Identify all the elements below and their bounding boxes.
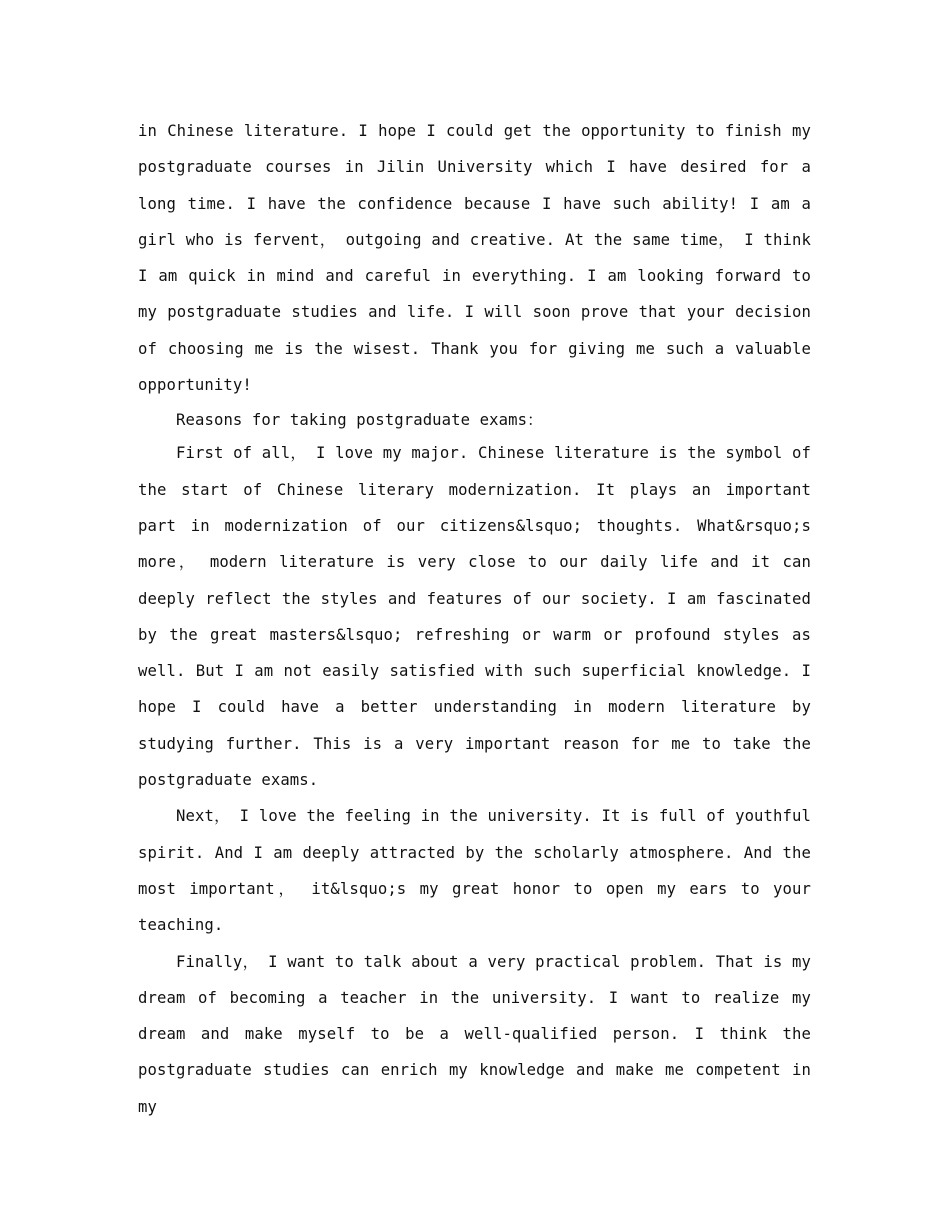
paragraph-intro: in Chinese literature. I hope I could get the opportunity to finish my postgraduate courses in Jilin University which I have desired for a long time. I have the confidence because I have such ability! I am a girl who is fervent， outgoing and creative. At the same time， I think I am quick in mind and careful in everything. I am looking forward to my postgraduate studies and life. I will soon prove that your decision of choosing me is the wisest. Thank you for giving me such a valuable opportunity!: [138, 122, 811, 395]
paragraph-reasons-heading: Reasons for taking postgraduate exams：: [176, 411, 543, 430]
paragraph-second-reason: Next， I love the feeling in the university. It is full of youthful spirit. And I am deeply attracted by the scholarly atmosphere. And the most important， it&lsquo;s my great honor to open my ears to your teaching.: [138, 807, 811, 935]
paragraph-final-reason: Finally， I want to talk about a very practical problem. That is my dream of becoming a teacher in the university. I want to realize my dream and make myself to be a well-qualified person. I think the postgraduate studies can enrich my knowledge and make me competent in my: [138, 952, 811, 1116]
body-text: [138, 113, 811, 1125]
paragraph-first-reason: First of all， I love my major. Chinese literature is the symbol of the start of Chinese literary modernization. It plays an important part in modernization of our citizens&lsquo; thoughts. What&rsquo;s more， modern literature is very close to our daily life and it can deeply reflect the styles and features of our society. I am fascinated by the great masters&lsquo; refreshing or warm or profound styles as well. But I am not easily satisfied with such superficial knowledge. I hope I could have a better understanding in modern literature by studying further. This is a very important reason for me to take the postgraduate exams.: [138, 444, 811, 790]
